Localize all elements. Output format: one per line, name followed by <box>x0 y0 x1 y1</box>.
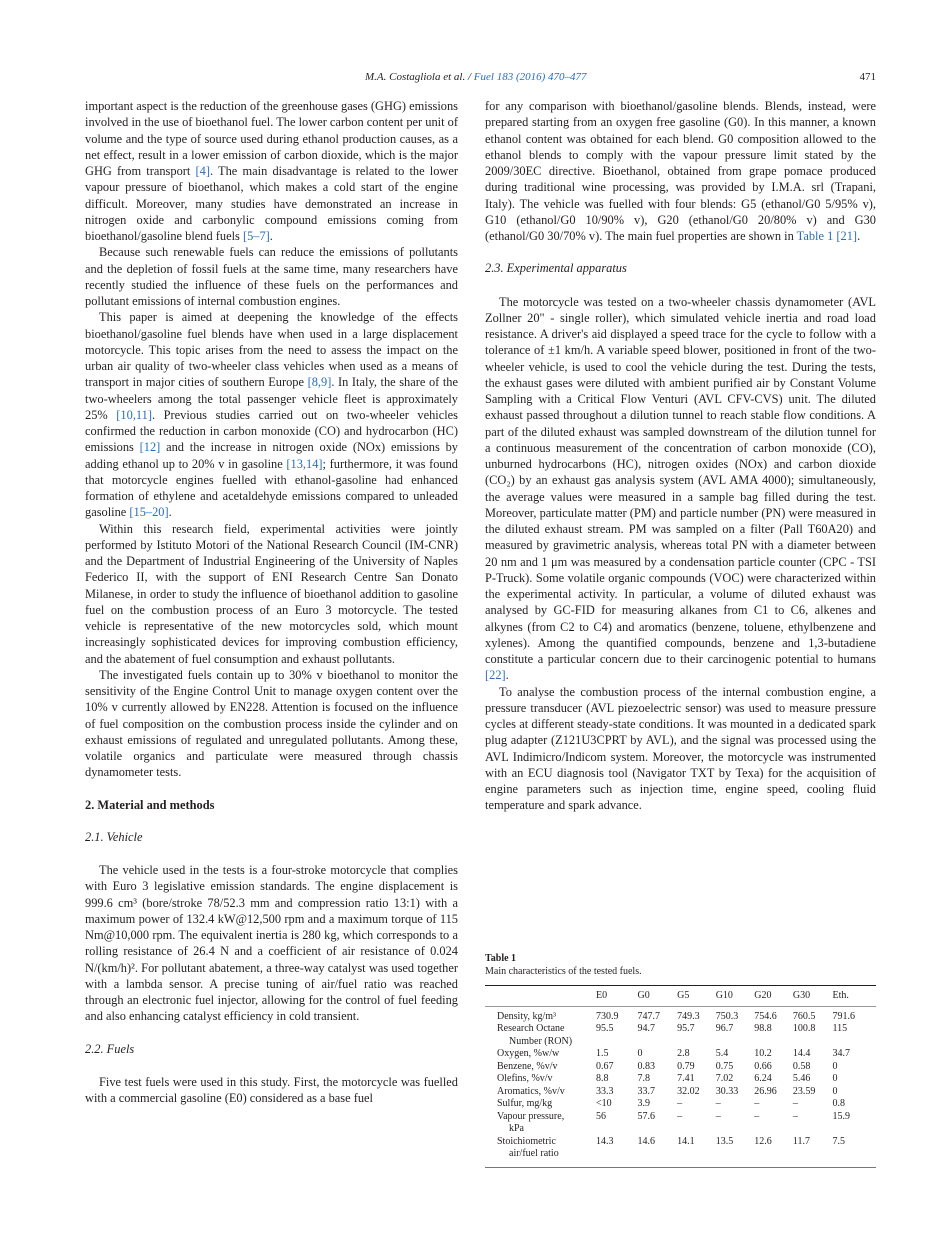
table-cell: 754.6 <box>754 1010 777 1022</box>
citation-link[interactable]: [21] <box>836 229 858 243</box>
table-cell: 5.46 <box>792 1073 811 1084</box>
column-header: Eth. <box>832 986 876 1007</box>
table-cell: <10 <box>596 1098 612 1109</box>
table-cell: 14.3 <box>596 1135 614 1147</box>
table-cell: 0 <box>637 1048 643 1059</box>
table-cell: 95.7 <box>677 1023 695 1034</box>
paragraph <box>85 521 458 667</box>
table-cell: 0 <box>832 1060 838 1072</box>
section-heading: 2. Material and methods <box>85 797 215 812</box>
row-label-line: Density, kg/m³ <box>497 1010 557 1022</box>
table-cell: 0.66 <box>754 1060 772 1072</box>
row-label <box>485 1086 596 1099</box>
row-label-line: Benzene, %v/v <box>497 1060 558 1072</box>
subsection-heading: 2.1. Vehicle <box>85 829 143 844</box>
table-cell: 7.5 <box>832 1135 845 1147</box>
table-cell: 1.5 <box>596 1048 609 1059</box>
row-label <box>485 1023 596 1048</box>
citation-link[interactable]: [13,14] <box>286 456 323 471</box>
row-label <box>485 1006 596 1023</box>
table-cell: 12.6 <box>754 1135 772 1147</box>
column-header: G5 <box>677 986 716 1007</box>
table-cell: 3.9 <box>637 1098 651 1109</box>
row-label-line: kPa <box>509 1123 524 1134</box>
table-cell: 11.7 <box>792 1135 811 1147</box>
table-row <box>485 1023 876 1048</box>
row-label-line: Research Octane <box>497 1023 565 1034</box>
row-label-line: air/fuel ratio <box>509 1148 559 1159</box>
table-cell: 0.83 <box>637 1060 656 1072</box>
table-label: Table 1 <box>485 953 517 964</box>
table-cell: 33.3 <box>596 1085 614 1097</box>
paragraph <box>85 309 458 520</box>
table-cell: 0 <box>832 1073 838 1084</box>
row-label <box>485 1111 596 1136</box>
table-cell: 57.6 <box>637 1110 656 1122</box>
column-header: E0 <box>596 986 638 1007</box>
paragraph-text: The motorcycle was tested on a two-wheeler chassis dynamometer (AVL Zollner 20" - single roller), which simulated vehicle inertia and road load resistance. A driver's aid displayed a speed trace for the cycle to follow with a tolerance of ±1 km/h. A variable speed blower, positioned in front of the two-wheeler vehicle, is used to cool the vehicle during the test. During the tests, the exhaust gases were diluted with ambient purified air by Constant Volume Sampling with a Critical Flow Venturi (AVL CFV-CVS) unit. The diluted exhaust passed throughout a dilution tunnel to reach stable flow conditions. A part of the diluted exhaust was sampled downstream of the dilution tunnel for a continuous measurement of the concentration of carbon monoxide (CO), unburned hydrocarbons (HC), nitrogen oxides (NOx) and carbon dioxide (CO₂) by an exhaust gas analysis system (AVL AMA 4000); simultaneously, the average values were measured in a sample bag filled during the test. Moreover, particulate matter (PM) and particle number (PN) were measured in the diluted exhaust stream. PM was sampled on a filter (Pall T60A20) and measured by gravimetric analysis, whereas total PN with a diameter between 20 nm and 1 μm was measured by a condensation particle counter (CPC - TSI P-Truck). Some volatile organic compounds (VOC) were characterized within the experimental activity. In particular, a volume of diluted exhaust was analysed by GC-FID for measuring alkanes from C1 to C6, alkenes and alkynes (from C2 to C4) and aromatics (benzene, toluene, ethylbenzene and xylenes). Among the quantified compounds, benzene and 1,3-butadiene constitute a particular concern due to their carcinogenic potential to humans <box>485 294 876 666</box>
table-row <box>485 1136 876 1168</box>
table-cell: 34.7 <box>832 1048 850 1059</box>
table-cell: 96.7 <box>715 1023 734 1034</box>
subsection-heading: 2.2. Fuels <box>85 1041 135 1056</box>
table-cell: 115 <box>832 1023 848 1034</box>
table-cell: 0.8 <box>832 1098 845 1109</box>
paragraph-text: To analyse the combustion process of the internal combustion engine, a pressure transducer (AVL piezoelectric sensor) was used to measure pressure cycles at different steady-state conditions. It was mounted in a dedicated spark plug adapter (Z121U3CPRT by AVL), and the signal was processed using the AVL Indimicro/Indicom system. Moreover, the motorcycle was instrumented with an ECU diagnosis tool (Navigator TXT by Texa) for the acquisition of engine parameters such as injection time, engine speed, cooling fluid temperature and spark advance. <box>485 684 876 813</box>
table-cell: 13.5 <box>715 1135 734 1147</box>
table-cell: 23.59 <box>792 1085 816 1097</box>
paragraph-text: Because such renewable fuels can reduce the emissions of pollutants and the depletion of fossil fuels at the same time, many researchers have recently studied the influence of these fuels on the performances and pollutant emissions of internal combustion engines. <box>85 245 458 308</box>
table-cell: 7.41 <box>677 1073 695 1084</box>
row-label-line: Oxygen, %w/w <box>497 1048 560 1059</box>
row-label <box>485 1073 596 1086</box>
table-cell: 56 <box>596 1110 606 1122</box>
running-header <box>365 71 587 83</box>
table-cell: – <box>677 1098 683 1109</box>
table-cell: 750.3 <box>715 1010 739 1022</box>
paragraph-text: Five test fuels were used in this study. First, the motorcycle was fuelled with a commercial gasoline (E0) considered as a base fuel <box>85 1074 458 1105</box>
paragraph-text: . <box>168 505 172 520</box>
table-cell: – <box>715 1110 721 1122</box>
paragraph-text: The vehicle used in the tests is a four-stroke motorcycle that complies with Euro 3 legislative emission standards. The engine displacement is 999.6 cm³ (bore/stroke 78/52.3 mm and compression ratio 13:1) with a maximum power of 132.4 kW@12,500 rpm and a maximum torque of 115 Nm@10,000 rpm. The equivalent inertia is 280 kg, which corresponds to a rolling resistance of 26.4 N and a coefficient of air resistance of 0.024 N/(km/h)². For pollutant abatement, a three-way catalyst was used together with a lambda sensor. A precise tuning of air/fuel ratio was reached through an electronic fuel injector, allowing for the control of fuel feeding and also enhancing catalyst efficiency in cold transient. <box>85 863 458 1024</box>
row-label <box>485 1048 596 1061</box>
citation-link[interactable]: [5–7] <box>242 229 270 243</box>
table-row <box>485 1111 876 1136</box>
table-cell: 0 <box>832 1085 838 1097</box>
table-cell: 747.7 <box>637 1010 661 1022</box>
paragraph-text: The investigated fuels contain up to 30% v bioethanol to monitor the sensitivity of the Engine Control Unit to manage oxygen content over the 10% v currently allowed by EN228. Attention is focused on the influence of fuel composition on the combustion process inside the cylinder and on exhaust emissions of regulated and unregulated pollutants. Among these, volatile organics and particulate were measured through chassis dynamometer tests. <box>85 667 458 780</box>
table-cell: 7.8 <box>637 1073 651 1084</box>
journal-link[interactable]: Fuel 183 (2016) 470–477 <box>473 71 587 83</box>
paragraph-text: ; furthermore, it was found that motorcycle engines fuelled with ethanol-gasoline had enhanced formation of ethylene and acetaldehyde emissions compared to unleaded gasoline <box>85 456 458 520</box>
row-label-line: Aromatics, %v/v <box>497 1085 565 1097</box>
table-row <box>485 1073 876 1086</box>
table-cell: 98.8 <box>754 1023 772 1034</box>
table-cell: 14.6 <box>637 1135 656 1147</box>
subsection-heading: 2.3. Experimental apparatus <box>485 261 627 276</box>
column-header: G10 <box>716 986 755 1007</box>
table-row <box>485 1061 876 1074</box>
table-cell: 14.4 <box>792 1048 811 1059</box>
paragraph-text: important aspect is the reduction of the greenhouse gases (GHG) emissions involved in the use of bioethanol fuel. The lower carbon content per unit of volume and the type of source used during ethanol production causes, as a net effect, result in a lower emission of carbon dioxide, which is the major GHG from transport <box>85 99 459 178</box>
row-label <box>485 1061 596 1074</box>
column-header: G0 <box>638 986 678 1007</box>
table-cell: 100.8 <box>792 1023 816 1034</box>
table-cell: 0.75 <box>715 1060 734 1072</box>
column-header <box>485 986 596 1007</box>
citation-link[interactable]: [10,11] <box>116 407 152 422</box>
table-cell: 791.6 <box>832 1010 855 1022</box>
paragraph-text: . The main disadvantage is related to the lower vapour pressure of bioethanol, which makes a cold start of the engine difficult. Moreover, many studies have demonstrated an increase in nitrogen oxide and carbonylic compound emissions coming from bioethanol/gasoline blend fuels <box>85 164 458 243</box>
table-caption-text: Main characteristics of the tested fuels. <box>485 966 642 977</box>
table-cell: 0.67 <box>596 1060 614 1072</box>
fuel-properties-table <box>485 985 876 1168</box>
table-cell: 760.5 <box>792 1010 816 1022</box>
citation-link[interactable]: [15–20] <box>129 505 169 520</box>
table-row <box>485 1006 876 1023</box>
table-cell: – <box>715 1098 721 1109</box>
table-cell: – <box>677 1110 683 1122</box>
row-label-line: Olefins, %v/v <box>497 1073 553 1084</box>
table-cell: 26.96 <box>754 1085 777 1097</box>
paragraph-text: . <box>857 229 861 243</box>
table-cell: 15.9 <box>832 1110 850 1122</box>
table-cell: 0.79 <box>677 1060 695 1072</box>
paragraph <box>85 98 458 244</box>
paragraph-text: for any comparison with bioethanol/gasoline blends. Blends, instead, were prepared starting from an oxygen free gasoline (G0). In this manner, a known ethanol content was obtained for each blend. G0 composition allowed to the ethanol blends to comply with the vapour pressure limit stated by the 2009/30EC directive. Bioethanol, obtained from grape pomace produced during traditional wine processing, was provided by I.M.A. srl (Trapani, Italy). The vehicle was fuelled with four blends: G5 (ethanol/G0 5/95% v), G10 (ethanol/G0 10/90% v), G20 (ethanol/G0 20/80% v) and G30 (ethanol/G0 30/70% v). The main fuel properties are shown in <box>485 99 876 243</box>
paragraph <box>485 294 876 684</box>
row-label <box>485 1098 596 1111</box>
column-header: G20 <box>754 986 793 1007</box>
citation-link[interactable]: [4] <box>195 164 210 178</box>
table-cell: 10.2 <box>754 1048 772 1059</box>
table-cell: – <box>754 1098 760 1109</box>
table-cell: – <box>792 1110 798 1122</box>
row-label-line: Number (RON) <box>509 1035 573 1047</box>
table-cell: 14.1 <box>677 1135 695 1147</box>
column-header: G30 <box>793 986 833 1007</box>
paragraph <box>485 684 876 814</box>
paragraph <box>85 244 458 309</box>
row-label <box>485 1136 596 1168</box>
table-cell: 33.7 <box>637 1085 656 1097</box>
citation-link[interactable]: [12] <box>139 440 161 455</box>
paragraph-text: . <box>505 668 509 683</box>
header-authors: M.A. Costagliola et al. / <box>365 71 474 83</box>
table-cell: 0.58 <box>792 1060 811 1072</box>
row-label-line: Stoichiometric <box>497 1135 556 1147</box>
page-number: 471 <box>859 71 876 83</box>
citation-link[interactable]: Table 1 <box>796 229 834 243</box>
table-cell: 8.8 <box>596 1073 609 1084</box>
table-cell: 5.4 <box>715 1048 729 1059</box>
paragraph-text: . In Italy, the share of the two-wheelers among the total passenger vehicle fleet is approximately 25% <box>85 375 458 422</box>
row-label-line: Vapour pressure, <box>497 1110 565 1122</box>
table-cell: – <box>792 1098 798 1109</box>
citation-link[interactable]: [22] <box>485 668 506 683</box>
paragraph <box>485 98 876 244</box>
paragraph <box>85 1074 458 1107</box>
table-caption <box>485 952 876 978</box>
paragraph <box>85 667 458 781</box>
paragraph-text: . <box>269 229 273 243</box>
row-label-line: Sulfur, mg/kg <box>497 1098 553 1109</box>
paragraph-text: This paper is aimed at deepening the knowledge of the effects bioethanol/gasoline fuel blends have when used in a large displacement motorcycle. This topic arises from the need to assess the impact on the urban air quality of two-wheeler class vehicles when used as a means of transport in major cities of southern Europe <box>85 310 458 390</box>
table-row <box>485 1048 876 1061</box>
table-cell: 6.24 <box>754 1073 772 1084</box>
paragraph-text: and the increase in nitrogen oxide (NOx) emissions by adding ethanol up to 20% v in gasoline <box>85 440 458 471</box>
table-cell: 730.9 <box>596 1010 619 1022</box>
paragraph-text: Within this research field, experimental activities were jointly performed by Istituto Motori of the National Research Council (IM-CNR) and the Department of Industrial Engineering of the University of Naples Federico II, with the support of ENI Research Centre San Donato Milanese, in order to study the influence of bioethanol addition to gasoline fuel on the combustion process of an Euro 3 motorcycle. The tested vehicle is representative of the new motorcycles sold, which mount increasingly sophisticated devices for improving combustion efficiency, and the abatement of fuel consumption and exhaust pollutants. <box>85 521 458 666</box>
left-column <box>85 98 458 1106</box>
paragraph <box>85 862 458 1025</box>
table-cell: 2.8 <box>677 1048 690 1059</box>
citation-link[interactable]: [8,9] <box>307 375 332 390</box>
table-cell: 749.3 <box>677 1010 700 1022</box>
table-cell: – <box>754 1110 760 1122</box>
table-cell: 95.5 <box>596 1023 614 1034</box>
table-row <box>485 1086 876 1099</box>
table-cell: 32.02 <box>677 1085 700 1097</box>
right-column <box>485 98 876 814</box>
table-cell: 94.7 <box>637 1023 656 1034</box>
table-header-row <box>485 986 876 1007</box>
paragraph-text: . Previous studies carried out on two-wheeler vehicles confirmed the reduction in carbon monoxide (CO) and hydrocarbon (HC) emissions <box>85 407 459 455</box>
table-cell: 30.33 <box>715 1085 739 1097</box>
table-cell: 7.02 <box>715 1073 734 1084</box>
table-row <box>485 1098 876 1111</box>
